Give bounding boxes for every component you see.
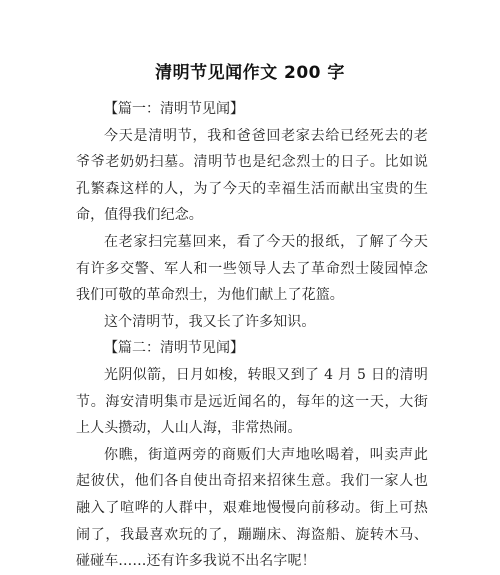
paragraph: 光阴似箭，日月如梭，转眼又到了 4 月 5 日的清明节。海安清明集市是远近闻名的，每年的这一天，大街上人头攒动，人山人海，非常热闹。 <box>76 366 428 437</box>
paragraph: 在老家扫完墓回来，看了今天的报纸，了解了今天有许多交警、军人和一些领导人去了革命烈士陵园悼念我们可敬的革命烈士，为他们献上了花篮。 <box>76 233 428 304</box>
paragraph: 你瞧，街道两旁的商贩们大声地吆喝着，叫卖声此起彼伏，他们各自使出奇招来招徕生意。我们一家人也融入了喧哗的人群中，艰难地慢慢向前移动。街上可热闹了，我最喜欢玩的了，蹦蹦床、海盗船、旋转木马、碰碰车……还有许多我说不出名字呢！ <box>76 446 428 570</box>
section-heading-2: 【篇二：清明节见闻】 <box>104 340 244 357</box>
document-body <box>76 96 428 575</box>
paragraph: 这个清明节，我又长了许多知识。 <box>104 313 316 330</box>
document-title: 清明节见闻作文 200 字 <box>155 63 345 83</box>
section-heading-1: 【篇一：清明节见闻】 <box>104 101 244 117</box>
paragraph: 今天是清明节，我和爸爸回老家去给已经死去的老爷爷老奶奶扫墓。清明节也是纪念烈士的日子。比如说孔繁森这样的人，为了今天的幸福生活而献出宝贵的生命，值得我们纪念。 <box>76 127 428 224</box>
